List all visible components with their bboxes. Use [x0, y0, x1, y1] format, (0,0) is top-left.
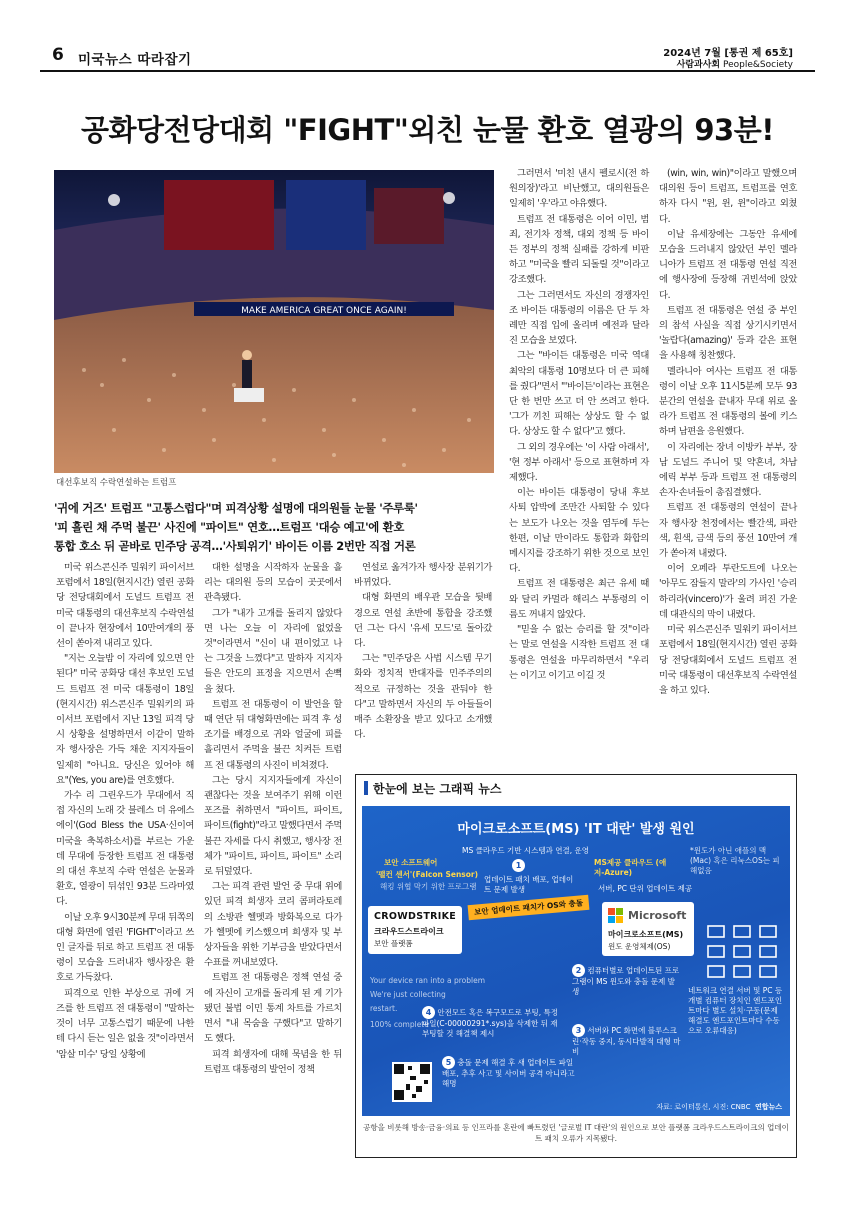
convention-photo-illustration	[54, 170, 494, 473]
microsoft-card	[602, 902, 694, 956]
paragraph: 그가 "내가 고개를 돌리지 않았다면 나는 오늘 이 자리에 없었을 것"이라면서 "신이 내 편이었고 나는 그것을 느꼈다"고 말하자 지지자들은 안도의 표정을 지으면서 손뼉을 쳤다.	[204, 607, 342, 695]
paragraph: 피격으로 인한 부상으로 귀에 거즈를 한 트럼프 전 대통령이 "말하는 것이 너무 고통스럽기 때문에 나한테 다시 듣는 일은 없을 것"이라면서 '암살 미수' 당일 상황에	[56, 987, 194, 1060]
falcon-sensor-sub: 해킹 위협 막기 위한 프로그램	[380, 882, 477, 891]
title-accent	[364, 781, 368, 795]
graphic-box-title	[364, 780, 501, 802]
microsoft-sub: 윈도 운영체제(OS)	[608, 942, 671, 951]
ms-cloud-sub: 서버, PC 단위 업데이트 제공	[598, 884, 693, 893]
paragraph: (win, win, win)"이라고 말했으며 대의원 등이 트럼프, 트럼프를 연호하자 다시 "윈, 윈, 윈"이라고 외쳤다.	[659, 168, 797, 225]
page-header	[40, 42, 815, 68]
step-3	[572, 1024, 682, 1057]
microsoft-name: 마이크로소프트(MS)	[608, 930, 684, 939]
graphic-source	[656, 1102, 782, 1112]
article-column-5	[659, 166, 797, 698]
qr-code-icon	[392, 1062, 432, 1102]
paragraph: 연설로 옮겨가자 행사장 분위기가 바뀌었다.	[354, 562, 492, 589]
paragraph: 그는 그러면서도 자신의 경쟁자인 조 바이든 대통령의 이름은 단 두 차례만 직접 입에 올리며 예전과 달라진 모습을 보였다.	[509, 289, 649, 347]
paragraph: 피격 희생자에 대해 묵념을 한 뒤 트럼프 대통령의 발언이 정책	[204, 1048, 342, 1075]
article-column-4	[509, 166, 649, 683]
paragraph: 대형 화면의 배우관 모습을 뒷배경으로 연설 초반에 통합을 강조했던 그는 다시 '유세 모드'로 돌아갔다.	[354, 592, 492, 650]
computers-icon	[706, 924, 782, 980]
step-1-number: 1	[512, 859, 525, 872]
paragraph: 트럼프 전 대통령의 연설이 끝나자 행사장 천정에서는 빨간색, 파란색, 흰색, 금색 등의 풍선 10만여 개가 쏟아져 내렸다.	[659, 502, 797, 560]
paragraph: 멜라니아 여사는 트럼프 전 대통령이 이날 오후 11시5분께 모두 93분간의 연설을 끝내자 무대 위로 올라가 트럼프 전 대통령의 볼에 키스하며 남편을 응원했다.	[659, 365, 797, 438]
convention-photo	[54, 170, 494, 473]
step-4-number: 4	[422, 1006, 435, 1019]
step-5-number: 5	[442, 1056, 455, 1069]
article-column-2	[204, 560, 342, 1077]
paragraph: 그는 피격 관련 발언 중 무대 위에 있던 피격 희생자 코리 콤퍼라토레의 소방관 헬멧과 방화복으로 다가가 헬멧에 키스했으며 희생자 및 부상자들을 위한 기부금을 받았다면서 수표를 꺼내보였다.	[204, 881, 342, 969]
graphic-footnote: 공항을 비롯해 방송·금융·의료 등 인프라를 혼란에 빠트렸던 '글로벌 IT 대란'의 원인으로 보안 플랫폼 크라우드스트라이크의 업데이트 패치 오류가 지목됐다.	[363, 1123, 789, 1143]
paragraph: 그 외의 경우에는 '이 사람 아래서', '현 정부 아래서' 등으로 표현하며 자제했다.	[509, 441, 649, 484]
endpoint-note: 네트워크 연결 서버 및 PC 등 개별 컴퓨터 장치인 엔드포인트마다 별도 설치·구동(문제 해결도 엔드포인트마다 수동으로 오류대응)	[688, 986, 783, 1035]
subhead-2: '피 흘린 채 주먹 불끈' 사진에 "파이트" 연호…트럼프 '대승 예고'에 환호	[54, 520, 405, 534]
article-column-3	[354, 560, 492, 742]
bsod-text-2: We're just collecting	[370, 990, 446, 999]
paragraph: 그는 "바이든 대통령은 미국 역대 최악의 대통령 10명보다 더 큰 피해를 줬다"면서 "'바이든'이라는 표현은 단 한 번만 쓰고 더 안 쓰려고 한다. '그가 끼친 피해는 상상도 할 수 없다. 상상도 할 수 없다"고 했다.	[509, 350, 649, 438]
header-rule	[40, 70, 815, 72]
crowdstrike-logo: CROWDSTRIKE	[374, 911, 457, 922]
paragraph: 이날 유세장에는 그동안 유세에 모습을 드러내지 않았던 부인 멜라니아가 트럼프 전 대통령 연설 직전에 행사장에 등장해 귀빈석에 앉았다.	[659, 228, 797, 301]
infographic-title: 마이크로소프트(MS) 'IT 대란' 발생 원인	[457, 822, 695, 837]
headline: 공화당전당대회 "FIGHT"외친 눈물 환호 열광의 93분!	[81, 113, 774, 147]
source-text: 자료: 로이터통신, 시진: CNBC	[656, 1103, 751, 1111]
microsoft-logo: Microsoft	[628, 909, 687, 922]
graphic-news-box	[355, 774, 797, 1158]
crowdstrike-sub: 보안 플랫폼	[374, 939, 413, 948]
paragraph: 미국 위스콘신주 밀워키 파이서브 포럼에서 18일(현지시간) 열린 공화당 전당대회에서 도널드 트럼프 전 미국 대통령의 대선후보직 수락연설이 끝나자 현장에서 10만여개의 풍선이 쏟아져 내리고 있다.	[56, 562, 194, 650]
paragraph: 트럼프 전 대통령이 이 발언을 할 때 연단 뒤 대형화면에는 피격 후 성조기를 배경으로 귀와 얼굴에 피를 흘리면서 주먹을 불끈 치켜든 트럼프 전 대통령의 사진이 비쳐졌다.	[204, 698, 342, 771]
bsod-text-1: Your device ran into a problem	[370, 976, 485, 985]
paragraph: 트럼프 전 대통령은 최근 유세 때와 달리 카멀라 해리스 부통령의 이름도 꺼내지 않았다.	[509, 578, 649, 620]
security-software-label: 보안 소프트웨어	[384, 858, 438, 867]
paragraph: 미국 위스콘신주 밀워키 파이서브 포럼에서 18일(현지시간) 열린 공화당 전당대회에서 도널드 트럼프 전 미국 대통령이 대선후보직 수락연설을 하고 있다.	[659, 624, 797, 696]
subhead-3: 통합 호소 뒤 곧바로 민주당 공격…'사퇴위기' 바이든 이름 2번만 직접 거론	[54, 539, 416, 553]
bsod-text-3: restart.	[370, 1004, 398, 1013]
subheads	[54, 499, 494, 556]
photo-caption: 대선후보직 수락연설하는 트럼프	[56, 478, 177, 488]
paragraph: 트럼프 전 대통령은 이어 이민, 범죄, 전기차 정책, 대외 정책 등 바이든 정부의 정책 실패를 강하게 비판하고 "미국을 빨리 되돌릴 것"이라고 강조했다.	[509, 213, 649, 286]
paragraph: "믿을 수 없는 승리를 할 것"이라는 말로 연설을 시작한 트럼프 전 대통령은 연설을 마무리하면서 "우리는 이기고 이기고 이길 것	[509, 624, 649, 681]
step-1-marker	[512, 859, 525, 872]
step-2-number: 2	[572, 964, 585, 977]
paragraph: 이는 바이든 대통령이 당내 후보 사퇴 압박에 조만간 사퇴할 수 있다는 보도가 나오는 것을 염두에 두는 한편, 이날 만이라도 통합과 화합의 메시지를 강조하기 위한 것으로 보인다.	[509, 487, 649, 575]
ms-outage-infographic	[362, 806, 790, 1116]
paragraph: 트럼프 전 대통령은 정책 연설 중에 자신이 고개를 돌리게 된 게 기가 됐던 불법 이민 통계 차트를 가르치면서 "내 목숨을 구했다"고 말하기도 했다.	[204, 972, 342, 1045]
ms-cloud-label: MS제공 클라우드 (애저-Azure)	[594, 858, 667, 877]
paragraph: 대한 설명을 시작하자 눈물을 흘리는 대의원 등의 모습이 곳곳에서 관측됐다.	[204, 562, 342, 604]
paragraph: 트럼프 전 대통령은 연설 중 부인의 참석 사실을 직접 상기시키면서 '놀랍다(amazing)' 등과 같은 표현을 사용해 칭찬했다.	[659, 304, 797, 362]
step-5-text: 충돌 문제 해결 후 새 업데이트 파일 배포, 추후 사고 및 사이버 공격 아니라고 해명	[442, 1058, 575, 1088]
paragraph: 그는 당시 지지자들에게 자신이 괜찮다는 것을 보여주기 위해 이런 포즈를 취하면서 "파이트, 파이트, 파이트(fight)"라고 말했다면서 주먹 불끈 자세를 다시 취했고, 행사장 전체가 "파이트, 파이트, 파이트" 소리로 뒤덮였다.	[204, 774, 342, 878]
step-4-text: 안전모드 혹은 복구모드로 부팅, 특정파일(C-00000291*.sys)을 삭제한 뒤 재부팅할 것 해결책 제시	[422, 1008, 558, 1038]
paper-name-en: People&Society	[723, 60, 793, 70]
step-3-text: 서버와 PC 화면에 블루스크린·작동 중지, 동시다발적 대형 마비	[572, 1026, 681, 1056]
issue-date: 2024년 7월 [통권 제 65호]	[663, 48, 793, 59]
paragraph: 이날 오후 9시30분께 무대 뒤쪽의 대형 화면에 열린 'FIGHT'이라고 쓰인 글자를 뒤로 하고 트럼프 전 대통령이 모습을 드러내자 행사장은 환호로 가득찼다.	[56, 911, 194, 984]
paragraph: 가수 리 그린우드가 무대에서 직접 자신의 노래 갓 블레스 더 유에스에이'(God Bless the USA·신이여 미국을 축복하소서)를 부르는 가운데 무대에 등장한 트럼프 전 대통령의 대선 후보직 수락 연설은 눈물과 환호, 열광이 뒤섞인 93분 드라마였다.	[56, 790, 194, 908]
step-3-number: 3	[572, 1024, 585, 1037]
conflict-banner: 보안 업데이트 패치가 OS와 충돌	[468, 895, 590, 921]
crowdstrike-card	[368, 906, 462, 954]
paragraph: 이어 오페라 투란도트에 나오는 '아무도 잠들지 말라'의 가사인 '승리하리라(vincero)'가 울려 퍼진 가운데 대관식의 막이 내렸다.	[659, 563, 797, 620]
step-2	[572, 964, 682, 997]
graphic-box-title-text: 한눈에 보는 그래픽 뉴스	[373, 782, 502, 796]
paragraph: "지는 오늘밤 이 자리에 있으면 안 된다" 미국 공화당 대선 후보인 도널드 트럼프 전 미국 대통령이 18일(현지시간) 위스콘신주 밀워키의 파이서브 포럼에서 지난 13일 피격 당시 상황을 설명하면서 이같이 말하자 행사장은 가득 채운 지지자들이 일제히 "아니요. 당신은 있어야 해요"(Yes, you are)를 연호했다.	[56, 653, 194, 786]
paper-name	[677, 57, 793, 70]
paper-name-ko: 사람과사회	[676, 60, 721, 70]
article-column-1	[56, 560, 194, 1062]
paragraph: 그는 "민주당은 사법 시스템 무기화와 정치적 반대자를 민주주의의 적으로 규정하는 것을 관둬야 한다"고 말하면서 자신의 두 아들들이 매주 소환장을 받고 있다고 소개했다.	[354, 653, 492, 741]
falcon-sensor-label: '팰컨 센서'(Falcon Sensor)	[376, 870, 479, 879]
paragraph: 그러면서 '미친 낸시 펠로시(전 하원의장)'라고 비난했고, 대의원들은 일제히 '우'라고 야유했다.	[509, 168, 649, 210]
microsoft-icon	[608, 908, 624, 924]
step-1-text: 업데이트 패치 배포, 업데이트 문제 발생	[484, 875, 574, 894]
bsod-text-4: 100% complete	[370, 1020, 429, 1029]
agency-logo: 연합뉴스	[754, 1103, 782, 1111]
paragraph: 이 자리에는 장녀 이방카 부부, 장남 도널드 주니어 및 약혼녀, 차남 에릭 부부 등과 트럼프 전 대통령의 손자·손녀들이 총집결했다.	[659, 441, 797, 499]
non-windows-note: *윈도가 아닌 애플의 맥(Mac) 혹은 리눅스OS는 피해없음	[690, 846, 780, 875]
stage-banner: MAKE AMERICA GREAT ONCE AGAIN!	[241, 306, 407, 316]
step-2-text: 컴퓨터별로 업데이트된 프로그램이 MS 윈도와 충돌 문제 발생	[572, 966, 680, 996]
step-4	[422, 1006, 562, 1039]
subhead-1: '귀에 거즈' 트럼프 "고통스럽다"며 피격상황 설명에 대의원들 눈물 '주루룩'	[54, 501, 418, 515]
section-title: 미국뉴스 따라잡기	[78, 52, 192, 68]
crowdstrike-name: 크라우드스트라이크	[374, 927, 444, 936]
step-5	[442, 1056, 582, 1089]
flow-top-label: MS 클라우드 기반 시스템과 연결, 운영	[462, 846, 589, 855]
page-number: 6	[52, 45, 64, 65]
